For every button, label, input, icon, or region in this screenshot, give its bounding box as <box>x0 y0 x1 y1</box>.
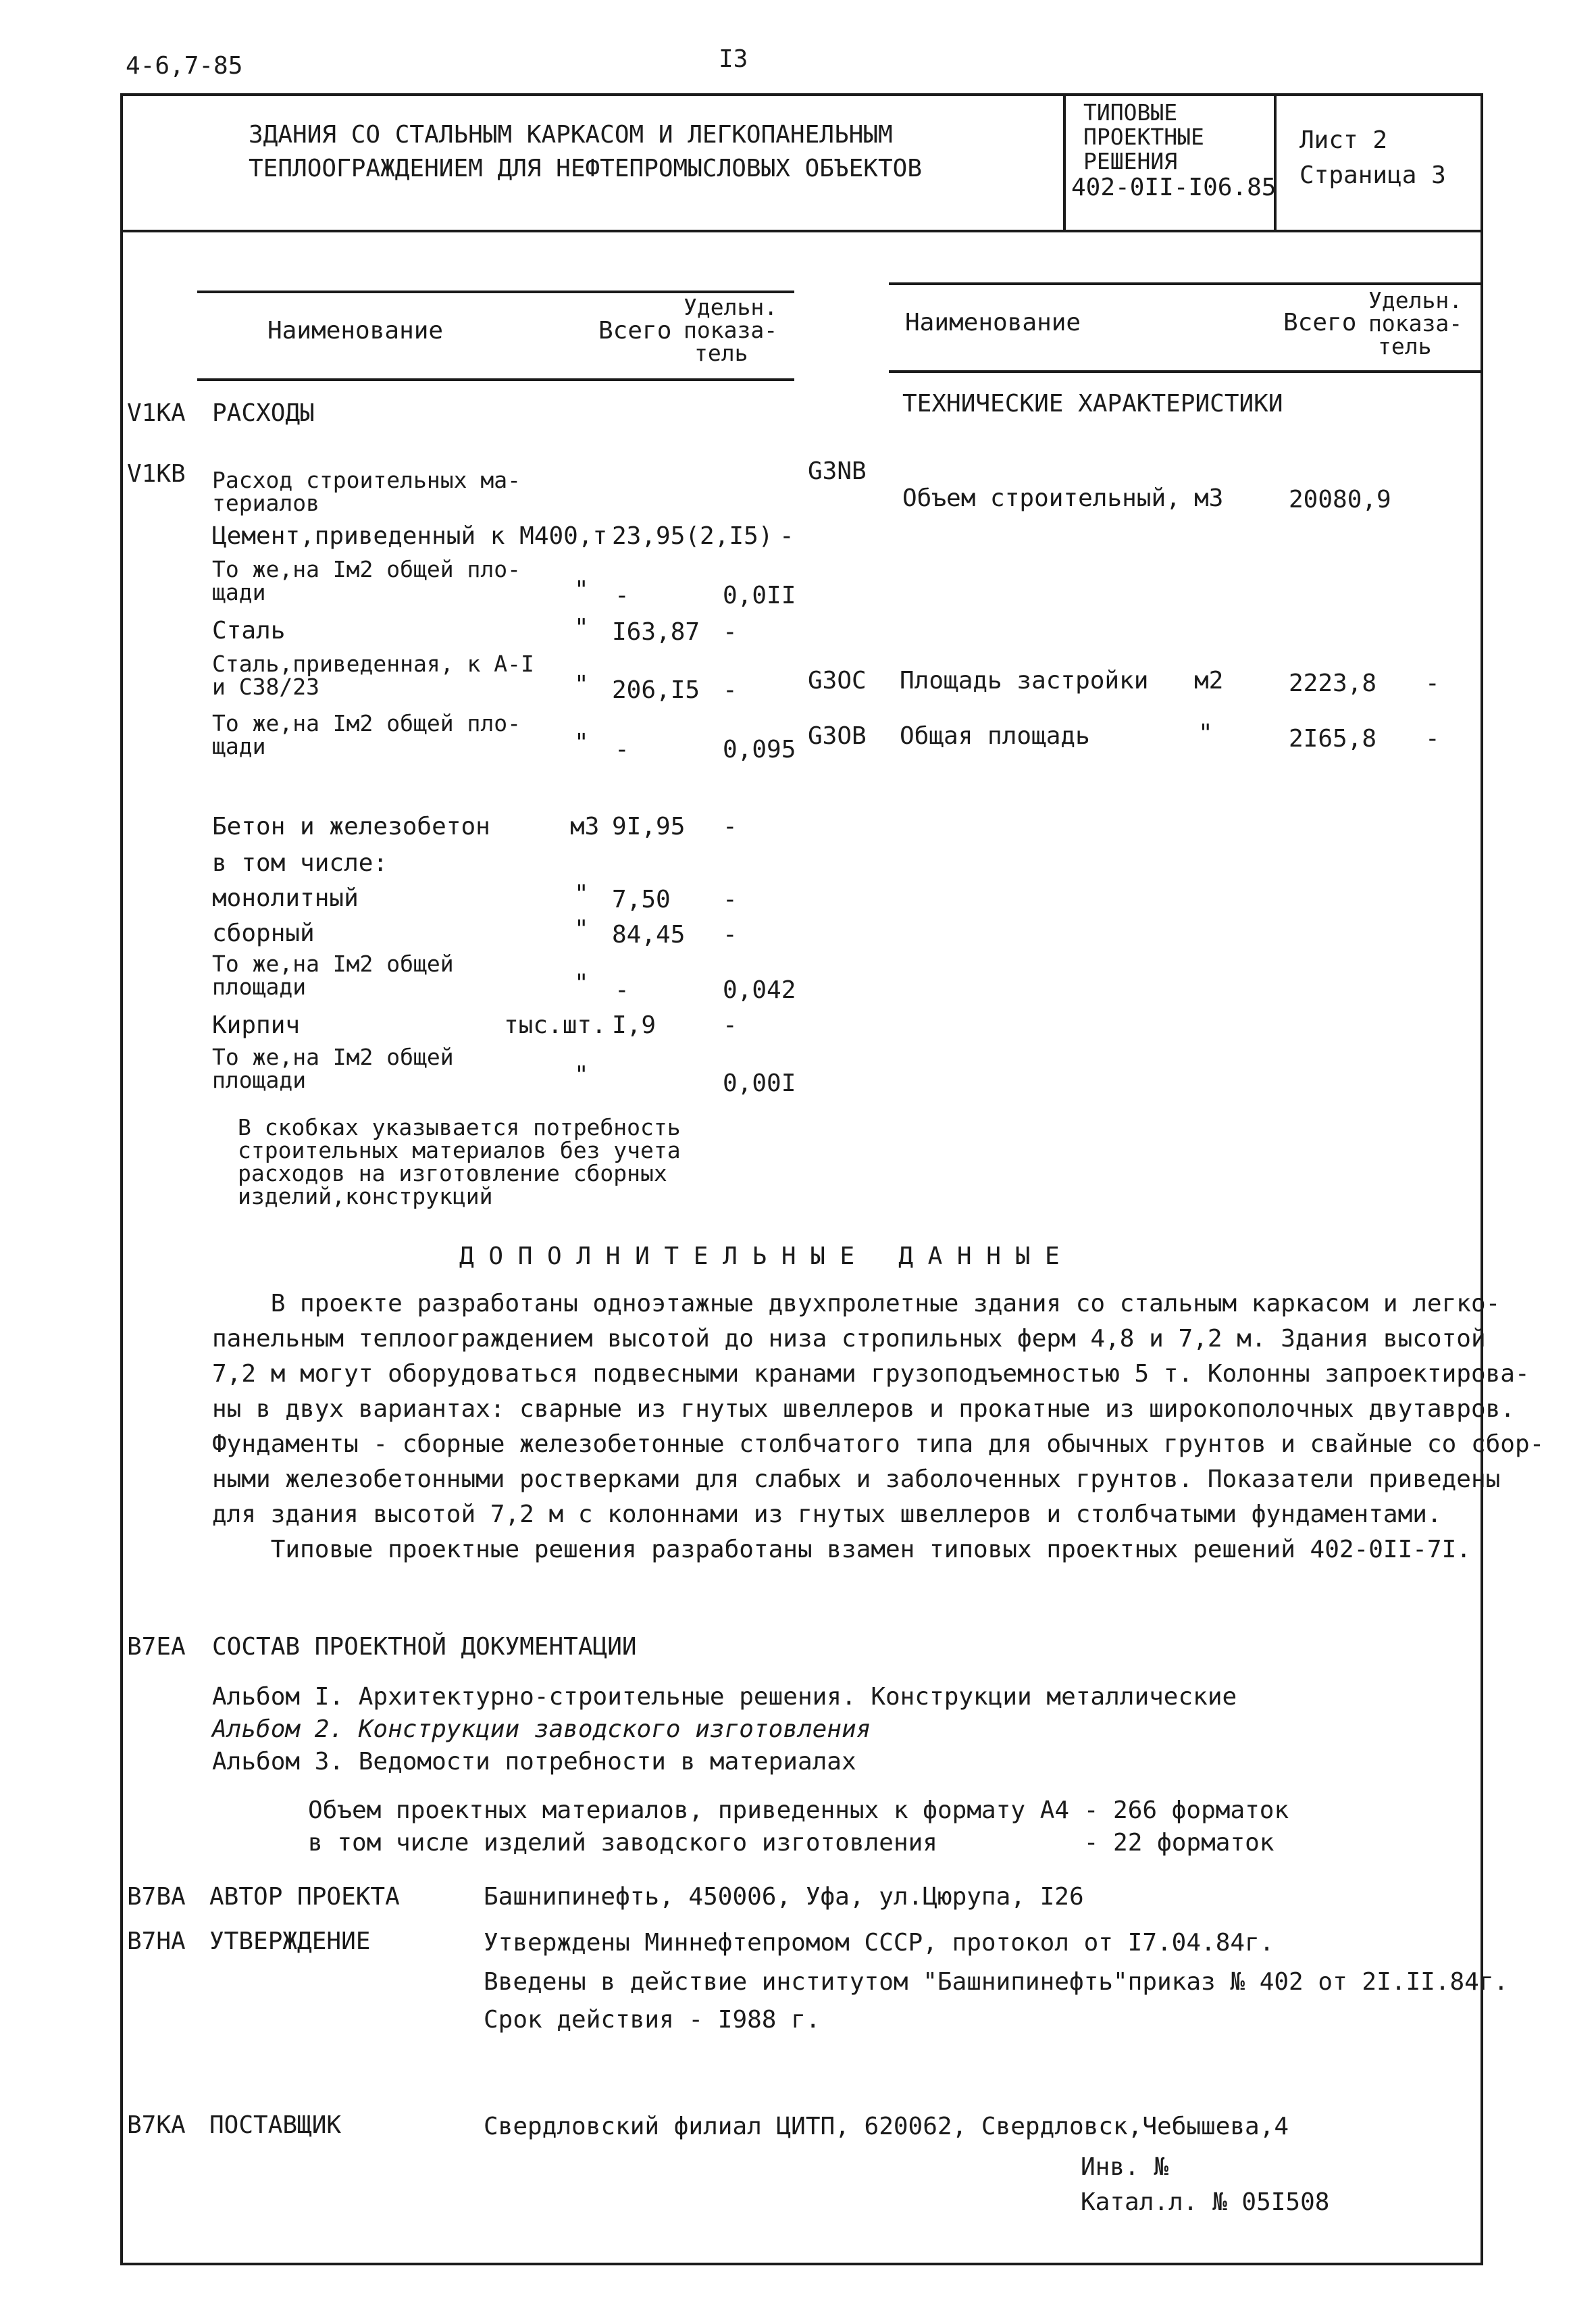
author-text: Башнипинефть, 450006, Уфа, ул.Цюрупа, I26 <box>484 1883 1084 1911</box>
right-col-name-header: Наименование <box>905 309 1081 336</box>
table-row-name: То же,на Iм2 общей <box>212 951 454 977</box>
table-row-name: Площадь застройки <box>900 667 1149 695</box>
section-code-b7ha: B7HA <box>127 1928 186 1955</box>
left-col-total-header: Всего <box>598 317 672 345</box>
page-number: I3 <box>719 45 748 73</box>
table-row-name: То же,на Iм2 общей пло- <box>212 556 521 582</box>
additional-line-3: 7,2 м могут оборудоваться подвесными кранами грузоподъемностью 5 т. Колонны запроектирова- <box>212 1360 1530 1388</box>
table-row-unit: " <box>574 1061 589 1089</box>
additional-line-2: панельным теплоограждением высотой до низа стропильных ферм 4,8 и 7,2 м. Здания высотой <box>212 1325 1486 1353</box>
stamp-line-2: ПРОЕКТНЫЕ <box>1083 124 1204 150</box>
table-row-total: I,9 <box>612 1011 657 1039</box>
table-row-unit: " <box>574 729 589 757</box>
table-row-name: Сталь,приведенная, к А-I <box>212 651 534 677</box>
table-row-total: - <box>615 582 629 609</box>
right-col-total-header: Всего <box>1283 309 1357 336</box>
table-row-spec: 0,0II <box>723 582 796 609</box>
table-row-total: 206,I5 <box>612 676 700 704</box>
table-row-unit: м3 <box>1194 484 1224 512</box>
section-title-expenses: РАСХОДЫ <box>212 399 315 427</box>
additional-line-5: Фундаменты - сборные железобетонные столбчатого типа для обычных грунтов и свайные со сбор- <box>212 1430 1545 1458</box>
document-title-line-1: ЗДАНИЯ СО СТАЛЬНЫМ КАРКАСОМ И ЛЕГКОПАНЕЛЬНЫМ <box>249 121 893 149</box>
table-row-total: 2I65,8 <box>1289 725 1377 753</box>
title-block-divider-2 <box>1274 93 1277 231</box>
table-row-name: Бетон и железобетон <box>212 813 490 840</box>
table-row-spec: - <box>779 522 794 550</box>
table-row-total: 20080,9 <box>1289 486 1391 513</box>
table-row-spec: - <box>1425 670 1440 697</box>
right-col-spec-header-2: показа- <box>1368 310 1463 336</box>
table-row-name: щади <box>212 579 266 605</box>
stamp-line-1: ТИПОВЫЕ <box>1083 99 1178 126</box>
table-row-total: 9I,95 <box>612 813 686 840</box>
table-row-spec: - <box>723 886 738 913</box>
table-row-name: То же,на Iм2 общей <box>212 1044 454 1070</box>
additional-line-7: для здания высотой 7,2 м с колоннами из гнутых швеллеров и столбчатыми фундаментами. <box>212 1501 1442 1528</box>
catalog-number: Катал.л. № 05I508 <box>1081 2188 1330 2216</box>
table-row-name: То же,на Iм2 общей пло- <box>212 710 521 736</box>
table-row-name: Объем строительный, <box>902 484 1181 512</box>
left-col-spec-header-2: показа- <box>684 317 778 343</box>
table-row-name: сборный <box>212 920 315 947</box>
table-row-total: I63,87 <box>612 618 700 646</box>
title-block-bottom-rule <box>120 230 1483 232</box>
table-row-total: 84,45 <box>612 921 686 949</box>
additional-line-1: В проекте разработаны одноэтажные двухпролетные здания со стальным каркасом и легко- <box>212 1290 1501 1317</box>
additional-line-6: ными железобетонными ростверками для слабых и заболоченных грунтов. Показатели приведены <box>212 1465 1501 1493</box>
composition-title: СОСТАВ ПРОЕКТНОЙ ДОКУМЕНТАЦИИ <box>212 1633 637 1661</box>
left-table-header-rule <box>197 378 794 381</box>
table-row-unit: " <box>574 614 589 642</box>
document-code: 4-6,7-85 <box>126 52 243 80</box>
stamp-line-3: РЕШЕНИЯ <box>1083 148 1178 174</box>
right-table-top-rule <box>889 282 1483 285</box>
right-col-spec-header-1: Удельн. <box>1368 287 1463 313</box>
album-1: Альбом I. Архитектурно-строительные решения. Конструкции металлические <box>212 1683 1237 1711</box>
left-table-top-rule <box>197 291 794 293</box>
left-col-spec-header-1: Удельн. <box>684 294 778 320</box>
note-line-1: В скобках указывается потребность <box>238 1114 681 1140</box>
stamp-line-4: 402-0II-I06.85 <box>1071 174 1277 201</box>
table-row-spec: 0,095 <box>723 736 796 763</box>
volume-line-1: Объем проектных материалов, приведенных к формату А4 - 266 форматок <box>308 1796 1289 1824</box>
table-row-unit: " <box>574 915 589 943</box>
table-row-unit: м2 <box>1194 667 1224 695</box>
inventory-number: Инв. № <box>1081 2153 1169 2181</box>
author-title: АВТОР ПРОЕКТА <box>209 1883 400 1911</box>
supplier-text: Свердловский филиал ЦИТП, 620062, Свердловск,Чебышева,4 <box>484 2113 1289 2140</box>
table-row-total: - <box>615 736 629 763</box>
group-code-v1kb: V1KB <box>127 460 186 488</box>
table-row-total: 2223,8 <box>1289 670 1377 697</box>
right-col-spec-header-3: тель <box>1378 333 1432 359</box>
supplier-title: ПОСТАВЩИК <box>209 2111 342 2139</box>
table-row-name: Цемент,приведенный к М400,т <box>212 522 608 550</box>
table-row-spec: 0,00I <box>723 1070 796 1097</box>
table-row-spec: - <box>1425 725 1440 753</box>
approval-title: УТВЕРЖДЕНИЕ <box>209 1928 371 1955</box>
table-row-spec: - <box>723 1011 738 1039</box>
approval-line-1: Утверждены Миннефтепромом СССР, протокол от I7.04.84г. <box>484 1929 1275 1957</box>
note-line-2: строительных материалов без учета <box>238 1137 681 1163</box>
additional-line-8: Типовые проектные решения разработаны взамен типовых проектных решений 402-0II-7I. <box>212 1536 1471 1563</box>
document-title-line-2: ТЕПЛООГРАЖДЕНИЕМ ДЛЯ НЕФТЕПРОМЫСЛОВЫХ ОБЪЕКТОВ <box>249 155 922 182</box>
table-row-total: 7,50 <box>612 886 671 913</box>
table-row-unit: тыс.шт. <box>504 1011 607 1039</box>
table-row-name: площади <box>212 974 307 1000</box>
table-row-spec: - <box>723 676 738 704</box>
table-row-spec: - <box>723 921 738 949</box>
table-row-name: монолитный <box>212 884 359 912</box>
group-title-line-1: Расход строительных ма- <box>212 467 521 493</box>
section-title-technical: ТЕХНИЧЕСКИЕ ХАРАКТЕРИСТИКИ <box>902 390 1283 418</box>
table-row-unit: " <box>574 970 589 997</box>
group-title-line-2: териалов <box>212 490 319 516</box>
table-row-spec: - <box>723 813 738 840</box>
table-row-total: 23,95(2,I5) <box>612 522 773 550</box>
right-table-header-rule <box>889 370 1483 373</box>
table-row-name: Общая площадь <box>900 722 1090 750</box>
table-row-name: в том числе: <box>212 849 388 877</box>
sheet-number: Лист 2 <box>1299 126 1388 154</box>
table-row-name: щади <box>212 733 266 759</box>
page-label: Страница 3 <box>1299 161 1446 189</box>
table-row-unit: " <box>574 880 589 908</box>
section-code-v1ka: V1KA <box>127 399 186 427</box>
section-code-b7ea: B7EA <box>127 1633 186 1661</box>
table-row-spec: 0,042 <box>723 976 796 1004</box>
section-code-b7ka: B7KA <box>127 2111 186 2139</box>
additional-data-heading: Д О П О Л Н И Т Е Л Ь Н Ы Е Д А Н Н Ы Е <box>459 1242 1060 1270</box>
table-row-name: площади <box>212 1067 307 1093</box>
left-col-name-header: Наименование <box>267 317 444 345</box>
table-row-unit: " <box>574 671 589 699</box>
table-row-spec: - <box>723 618 738 646</box>
note-line-4: изделий,конструкций <box>238 1183 493 1209</box>
additional-line-4: ны в двух вариантах: сварные из гнутых швеллеров и прокатные из широкополочных двутавров. <box>212 1395 1515 1423</box>
approval-line-3: Срок действия - I988 г. <box>484 2006 821 2034</box>
table-row-unit: " <box>574 576 589 604</box>
row-code-g3ob: G3OB <box>808 722 867 750</box>
row-code-g3nb: G3NB <box>808 457 867 485</box>
album-3: Альбом 3. Ведомости потребности в материалах <box>212 1748 856 1776</box>
section-code-b7ba: B7BA <box>127 1883 186 1911</box>
table-row-unit: " <box>1198 720 1213 747</box>
table-row-name: Кирпич <box>212 1011 301 1039</box>
note-line-3: расходов на изготовление сборных <box>238 1160 667 1186</box>
table-row-name: и С38/23 <box>212 674 319 700</box>
album-2: Альбом 2. Конструкции заводского изготовления <box>212 1715 871 1743</box>
volume-line-2: в том числе изделий заводского изготовления - 22 форматок <box>308 1829 1275 1857</box>
title-block-divider-1 <box>1063 93 1066 231</box>
left-col-spec-header-3: тель <box>694 340 748 366</box>
table-row-total: - <box>615 976 629 1004</box>
table-row-unit: м3 <box>570 813 600 840</box>
approval-line-2: Введены в действие институтом "Башнипинефть"приказ № 402 от 2I.II.84г. <box>484 1968 1509 1996</box>
table-row-name: Сталь <box>212 617 286 645</box>
row-code-g3oc: G3OC <box>808 667 867 695</box>
